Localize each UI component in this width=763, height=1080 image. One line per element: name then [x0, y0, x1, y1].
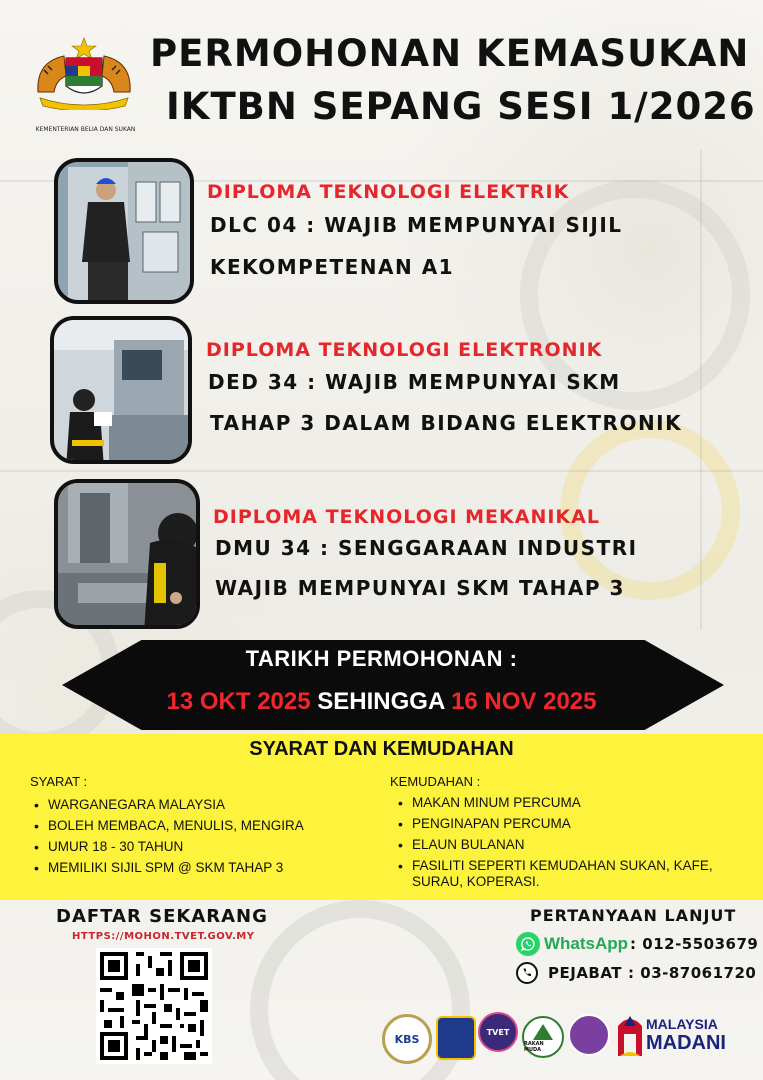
page-title-line1: PERMOHONAN KEMASUKAN — [150, 32, 750, 75]
kemudahan-list — [396, 795, 746, 895]
program-requirement-line: DED 34 : WAJIB MEMPUNYAI SKM — [208, 370, 621, 394]
whatsapp-number: : 012-5503679 — [630, 935, 759, 953]
program-requirement-line: WAJIB MEMPUNYAI SKM TAHAP 3 — [215, 576, 625, 600]
rakan-muda-logo: RAKAN MUDA — [522, 1016, 564, 1058]
program-requirement-line: DMU 34 : SENGGARAAN INDUSTRI — [215, 536, 638, 560]
program-name-electronic: DIPLOMA TEKNOLOGI ELEKTRONIK — [206, 339, 603, 361]
program-name-mechanical: DIPLOMA TEKNOLOGI MEKANIKAL — [213, 506, 600, 528]
program-requirement-line: TAHAP 3 DALAM BIDANG ELEKTRONIK — [210, 411, 683, 435]
syarat-heading: SYARAT : — [30, 774, 88, 789]
syarat-item: • WARGANEGARA MALAYSIA — [32, 797, 372, 813]
office-contact[interactable] — [516, 960, 756, 986]
page-title-line2: IKTBN SEPANG SESI 1/2026 — [166, 85, 756, 128]
malaysia-crest-logo — [30, 36, 138, 110]
iktbn-shield-logo — [436, 1016, 476, 1060]
register-qr-code[interactable] — [96, 948, 212, 1064]
kemudahan-item: • MAKAN MINUM PERCUMA — [396, 795, 746, 811]
kbs-logo: KBS — [382, 1014, 432, 1064]
application-date-connector: SEHINGGA — [317, 688, 445, 715]
office-label: PEJABAT — [548, 964, 623, 982]
requirements-title: SYARAT DAN KEMUDAHAN — [249, 738, 514, 760]
kemudahan-heading: KEMUDAHAN : — [390, 774, 481, 789]
program-name-electrical: DIPLOMA TEKNOLOGI ELEKTRIK — [207, 181, 570, 203]
tvet-malaysia-logo: TVET — [478, 1012, 518, 1052]
whatsapp-label: WhatsApp — [544, 934, 629, 953]
syarat-item: • UMUR 18 - 30 TAHUN — [32, 839, 372, 855]
program-photo-electronic — [50, 316, 192, 464]
kemudahan-item: • FASILITI SEPERTI KEMUDAHAN SUKAN, KAFE, SURAU, KOPERASI. — [396, 858, 746, 890]
syarat-item: • BOLEH MEMBACA, MENULIS, MENGIRA — [32, 818, 372, 834]
register-title: DAFTAR SEKARANG — [56, 906, 268, 927]
application-start-date: 13 OKT 2025 — [166, 688, 311, 715]
application-date-label: TARIKH PERMOHONAN : — [245, 646, 518, 671]
whatsapp-icon — [516, 932, 540, 956]
madani-text: MALAYSIA MADANI — [646, 1016, 726, 1054]
program-photo-mechanical — [54, 479, 200, 629]
application-date-range — [0, 688, 763, 716]
whatsapp-contact[interactable] — [516, 931, 758, 957]
kemudahan-item: • ELAUN BULANAN — [396, 837, 746, 853]
rakan-muda-emblem — [568, 1014, 610, 1056]
kemudahan-item: • PENGINAPAN PERCUMA — [396, 816, 746, 832]
program-photo-electrical — [54, 158, 194, 304]
syarat-list — [32, 797, 372, 881]
syarat-item: • MEMILIKI SIJIL SPM @ SKM TAHAP 3 — [32, 860, 372, 876]
contact-title: PERTANYAAN LANJUT — [530, 906, 737, 925]
program-requirement-line: KEKOMPETENAN A1 — [210, 255, 455, 279]
background-line — [700, 150, 702, 630]
ministry-label: KEMENTERIAN BELIA DAN SUKAN — [35, 126, 136, 133]
office-number: : 03-87061720 — [628, 964, 757, 982]
background-line — [0, 470, 763, 472]
register-url-link[interactable]: HTTPS://MOHON.TVET.GOV.MY — [72, 931, 255, 942]
application-end-date: 16 NOV 2025 — [451, 688, 597, 715]
phone-icon — [516, 962, 538, 984]
program-requirement-line: DLC 04 : WAJIB MEMPUNYAI SIJIL — [210, 213, 623, 237]
